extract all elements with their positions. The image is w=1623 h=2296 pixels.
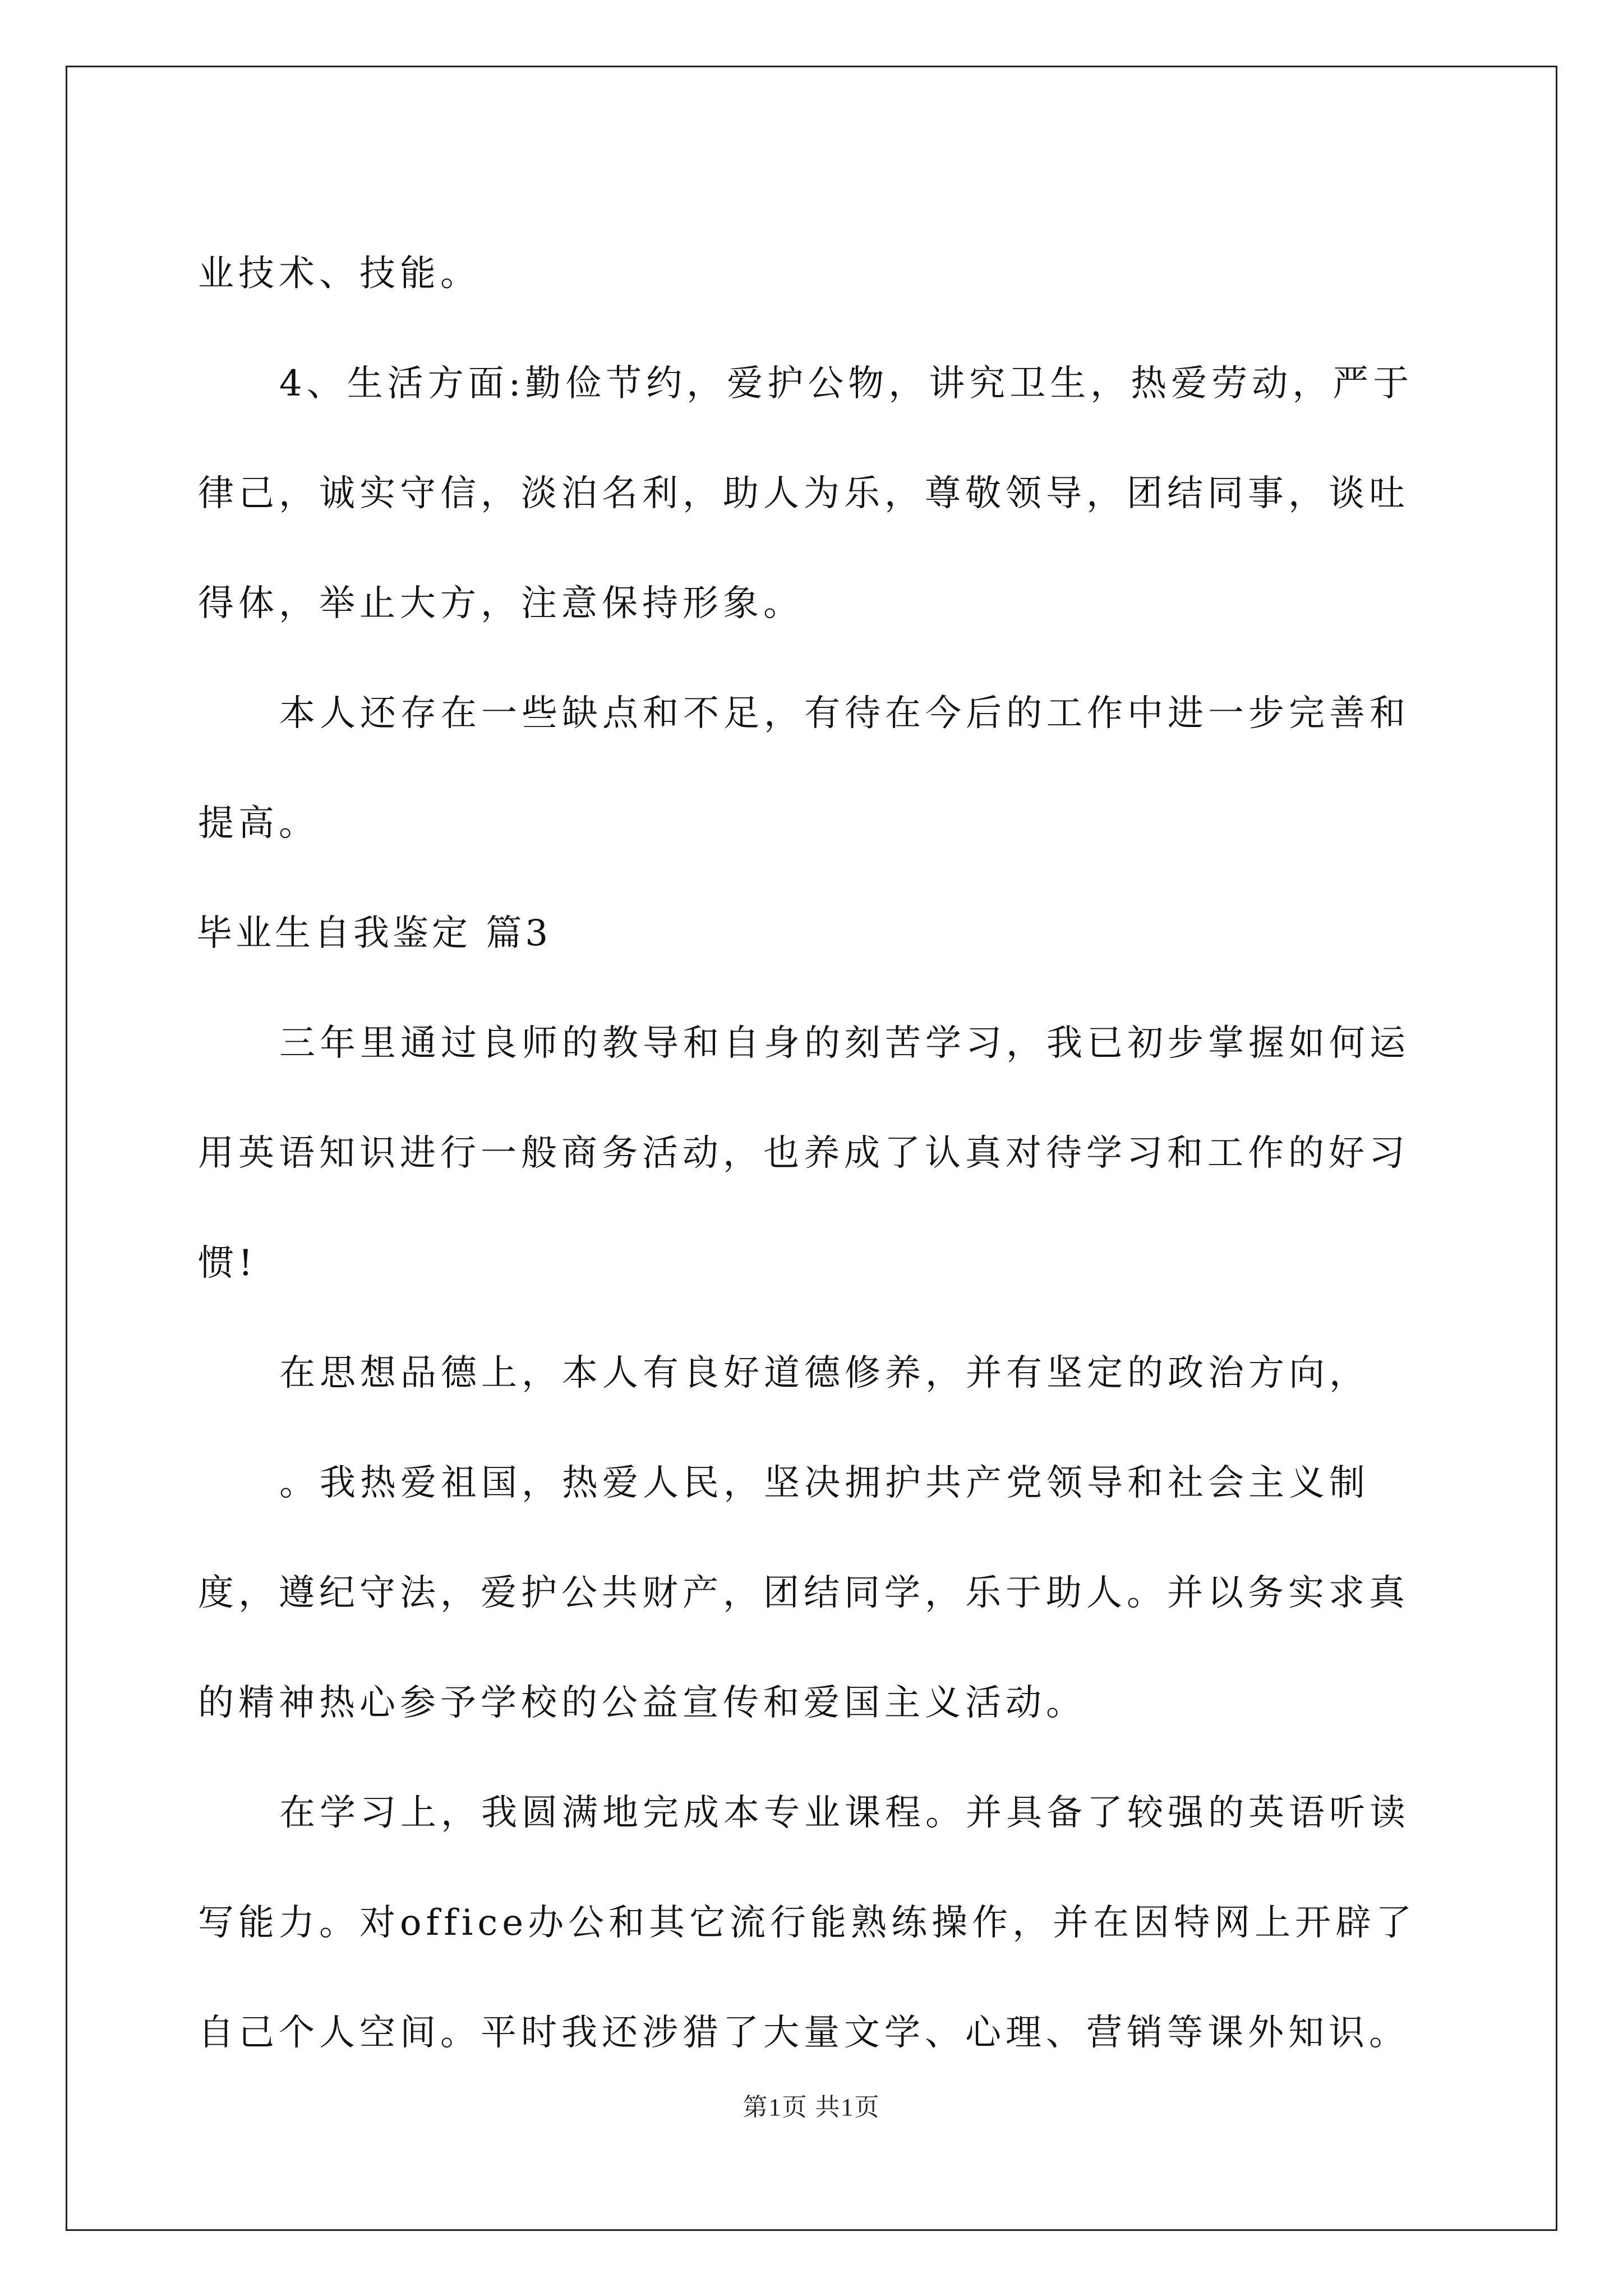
paragraph-2: 4、生活方面:勤俭节约，爱护公物，讲究卫生，热爱劳动，严于律己，诚实守信，淡泊名利，助人为乐，尊敬领导，团结同事，谈吐得体，举止大方，注意保持形象。 [198,363,1414,624]
page-footer: 第1页 共1页 [743,2093,880,2121]
section-paragraph-2: 在思想品德上，本人有良好道德修养，并有坚定的政治方向， [279,1352,1370,1394]
section-paragraph-1: 三年里通过良师的教导和自身的刻苦学习，我已初步掌握如何运用英语知识进行一般商务活动，也养成了认真对待学习和工作的好习惯! [198,1023,1410,1284]
section-paragraph-3: 。我热爱祖国，热爱人民，坚决拥护共产党领导和社会主义制度，遵纪守法，爱护公共财产，团结同学，乐于助人。并以务实求真的精神热心参予学校的公益宣传和爱国主义活动。 [198,1462,1409,1724]
paragraph-1: 业技术、技能。 [198,253,481,295]
document-body [198,219,1426,2088]
paragraph-3: 本人还存在一些缺点和不足，有待在今后的工作中进一步完善和提高。 [198,693,1410,844]
section-paragraph-4: 在学习上，我圆满地完成本专业课程。并具备了较强的英语听读写能力。对office办公和其它流行能熟练操作，并在因特网上开辟了自己个人空间。平时我还涉猎了大量文学、心理、营销等课外知识。 [198,1792,1417,2054]
section-title: 毕业生自我鉴定 篇3 [196,913,552,954]
